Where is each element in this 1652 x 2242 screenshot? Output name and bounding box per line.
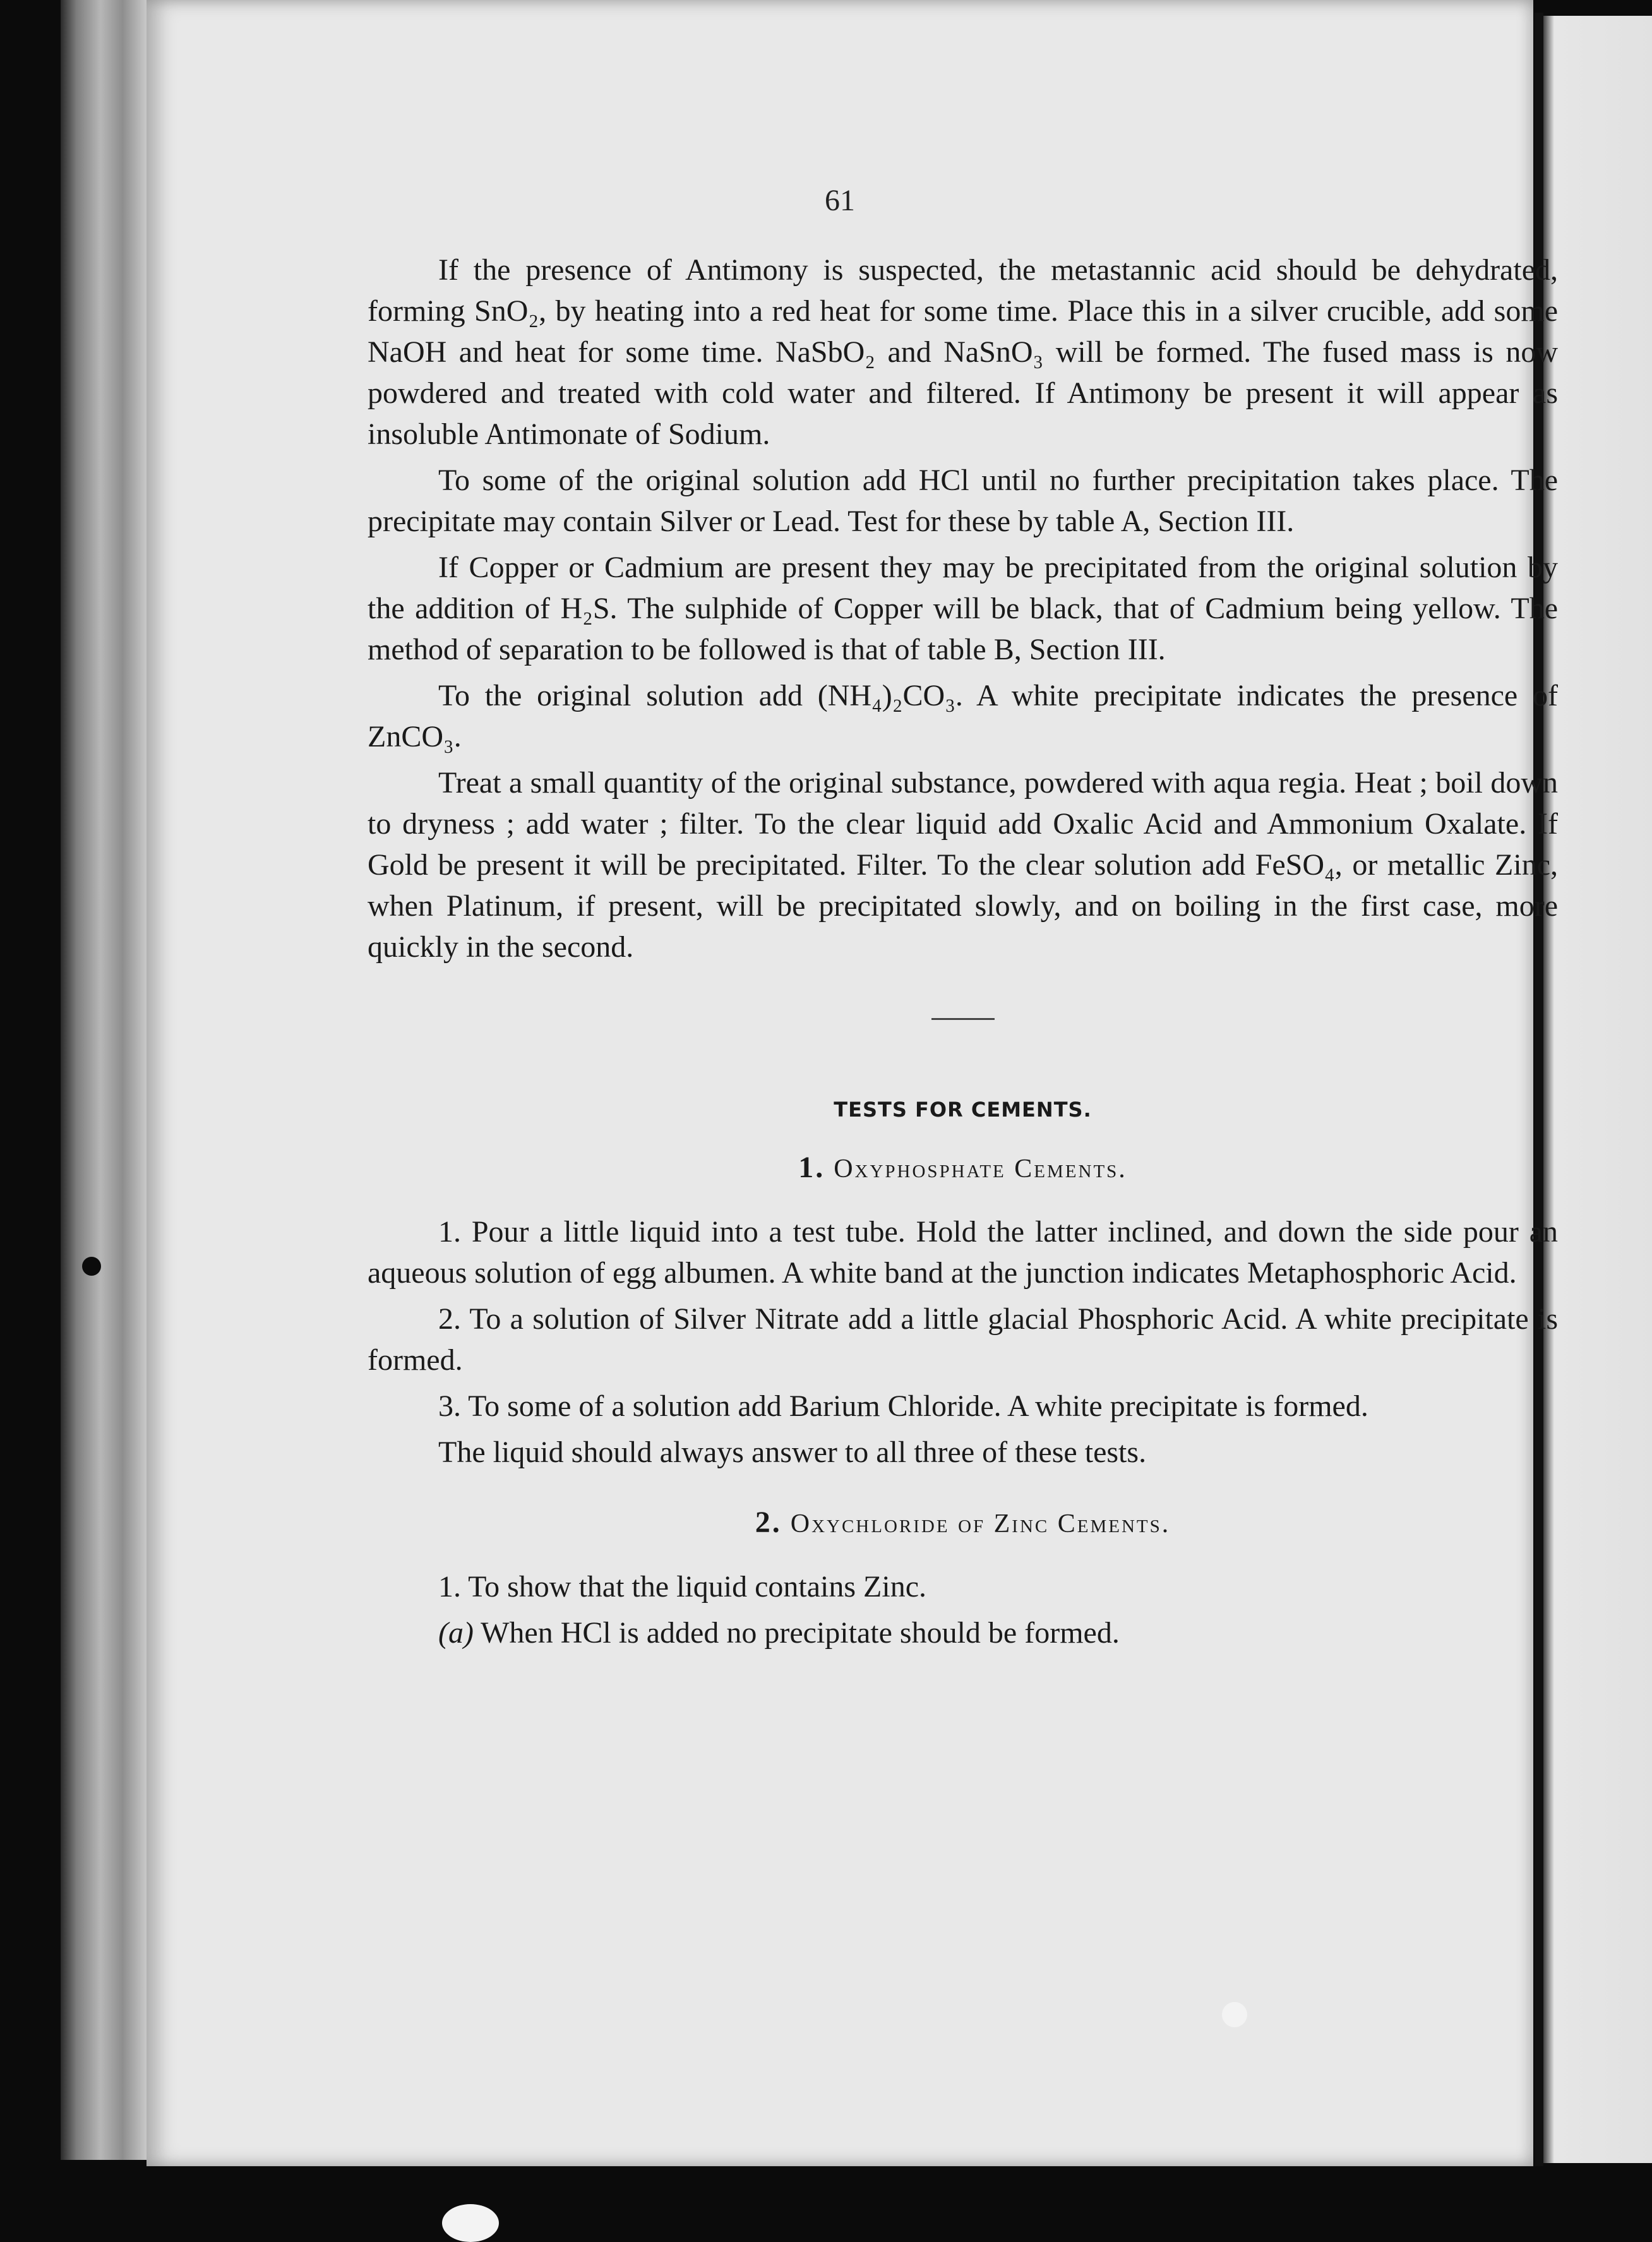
test-step-2: 2. To a solution of Silver Nitrate add a little glacial Phosphoric Acid. A white precipitate is formed. (368, 1302, 1558, 1377)
page-body (368, 249, 1558, 1658)
paragraph-gold-platinum: Treat a small quantity of the original substance, powdered with aqua regia. Heat ; boil down to dryness ; add water ; filter. To the clear liquid add Oxalic Acid and Ammonium Oxalate. If Gold be present it will be precipitated. Filter. To the clear solution add FeSO₄, or metallic Zinc, when Platinum, if present, will be precipitated slowly, and on boiling in the first case, more quickly in the second. (368, 766, 1558, 964)
subsection-heading-oxychloride (368, 1502, 1558, 1545)
test-step-1: 1. Pour a little liquid into a test tube. Hold the latter inclined, and down the side pour an aqueous solution of egg albumen. A white band at the junction indicates Metaphosphoric Acid. (368, 1215, 1558, 1290)
paragraph-antimony: If the presence of Antimony is suspected, the metastannic acid should be dehydrated, forming SnO₂, by heating into a red heat for some time. Place this in a silver crucible, add some NaOH and heat for some time. NaSbO₂ and NaSnO₃ will be formed. The fused mass is now powdered and treated with cold water and filtered. If Antimony be present it will appear as insoluble Antimonate of Sodium. (368, 253, 1558, 451)
test-summary: The liquid should always answer to all three of these tests. (438, 1436, 1147, 1469)
subsection-heading-oxyphosphate (368, 1147, 1558, 1190)
test-step-3: 3. To some of a solution add Barium Chloride. A white precipitate is formed. (438, 1389, 1368, 1423)
subsection-number: 2. (755, 1506, 782, 1539)
subsection-number: 1. (798, 1151, 825, 1184)
item-marker: (a) (438, 1616, 474, 1650)
subsection-title: Oxychloride of Zinc Cements. (790, 1509, 1171, 1538)
paragraph-hcl-test: To some of the original solution add HCl until no further precipitation takes place. The precipitate may contain Silver or Lead. Test for these by table A, Section III. (368, 464, 1558, 538)
scan-blemish (82, 1257, 101, 1276)
paragraph-copper-cadmium: If Copper or Cadmium are present they may be precipitated from the original solution by the addition of H₂S. The sulphide of Copper will be black, that of Cadmium being yellow. The method of separation to be followed is that of table B, Section III. (368, 551, 1558, 666)
zinc-test-step-1: 1. To show that the liquid contains Zinc. (438, 1570, 926, 1604)
paragraph-zinc-carbonate: To the original solution add (NH₄)₂CO₃. A white precipitate indicates the presence of ZnCO₃. (368, 679, 1558, 753)
book-page-edges (61, 0, 149, 2160)
subsection-title: Oxyphosphate Cements. (834, 1154, 1127, 1184)
section-heading: TESTS FOR CEMENTS. (834, 1098, 1092, 1122)
item-text: When HCl is added no precipitate should be formed. (481, 1616, 1120, 1650)
zinc-test-item-a (368, 1612, 1558, 1653)
scan-blemish (442, 2204, 499, 2242)
page-number: 61 (825, 184, 855, 217)
scan-blemish (1222, 2002, 1247, 2027)
section-divider (931, 1018, 995, 1020)
book-page (147, 0, 1558, 2166)
